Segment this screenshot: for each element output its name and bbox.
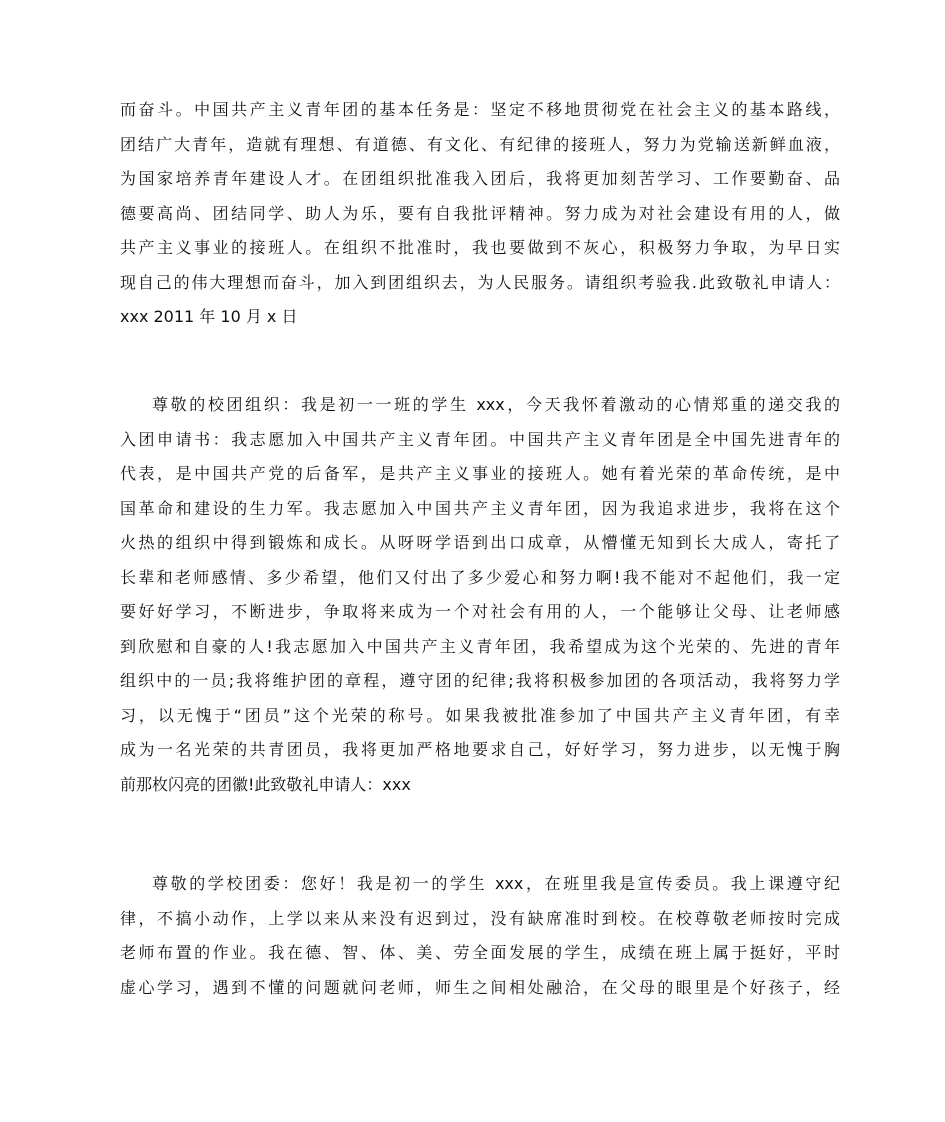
text-line: 前那枚闪亮的团徽!此致敬礼申请人：xxx <box>120 774 411 794</box>
text-line: 习，以无愧于“团员”这个光荣的称号。如果我被批准参加了中国共产主义青年团，有幸 <box>120 705 840 725</box>
text-line: 代表，是中国共产党的后备军，是共产主义事业的接班人。她有着光荣的革命传统，是中 <box>120 464 840 483</box>
text-line: 而奋斗。中国共产主义青年团的基本任务是：坚定不移地贯彻党在社会主义的基本路线， <box>120 100 840 119</box>
text-line: 尊敬的校团组织：我是初一一班的学生 xxx，今天我怀着激动的心情郑重的递交我的 <box>152 395 840 414</box>
paragraph-continued-application <box>120 93 840 335</box>
text-line: 虚心学习，遇到不懂的问题就问老师，师生之间相处融洽，在父母的眼里是个好孩子，经 <box>120 977 840 997</box>
text-line: 德要高尚、团结同学、助人为乐，要有自我批评精神。努力成为对社会建设有用的人，做 <box>120 203 840 223</box>
text-line: 长辈和老师感情、多少希望，他们又付出了多少爱心和努力啊!我不能对不起他们，我一定 <box>120 567 840 587</box>
text-line: 火热的组织中得到锻炼和成长。从呀呀学语到出口成章，从懵懂无知到长大成人，寄托了 <box>120 533 840 552</box>
text-line: 尊敬的学校团委：您好！我是初一的学生 xxx，在班里我是宣传委员。我上课遵守纪 <box>152 874 840 893</box>
text-line: 入团申请书：我志愿加入中国共产主义青年团。中国共产主义青年团是全中国先进青年的 <box>120 429 840 449</box>
text-line: 共产主义事业的接班人。在组织不批准时，我也要做到不灰心，积极努力争取，为早日实 <box>120 238 840 257</box>
paragraph-application-letter <box>120 388 840 802</box>
text-line: 律，不搞小动作，上学以来从来没有迟到过，没有缺席准时到校。在校尊敬老师按时完成 <box>120 908 840 928</box>
text-line: xxx 2011 年 10 月 x 日 <box>120 307 298 326</box>
paragraph-school-committee-letter <box>120 867 840 1005</box>
text-line: 为国家培养青年建设人才。在团组织批准我入团后，我将更加刻苦学习、工作要勤奋、品 <box>120 169 840 188</box>
text-line: 老师布置的作业。我在德、智、体、美、劳全面发展的学生，成绩在班上属于挺好，平时 <box>120 943 840 962</box>
text-line: 国革命和建设的生力军。我志愿加入中国共产主义青年团，因为我追求进步，我将在这个 <box>120 498 840 518</box>
text-line: 团结广大青年，造就有理想、有道德、有文化、有纪律的接班人，努力为党输送新鲜血液， <box>120 134 840 154</box>
text-line: 现自己的伟大理想而奋斗，加入到团组织去，为人民服务。请组织考验我.此致敬礼申请人： <box>120 272 840 292</box>
text-line: 到欣慰和自豪的人!我志愿加入中国共产主义青年团，我希望成为这个光荣的、先进的青年 <box>120 636 840 656</box>
text-line: 要好好学习，不断进步，争取将来成为一个对社会有用的人，一个能够让父母、让老师感 <box>120 602 840 621</box>
text-line: 组织中的一员;我将维护团的章程，遵守团的纪律;我将积极参加团的各项活动，我将努力学 <box>120 671 840 690</box>
text-line: 成为一名光荣的共青团员，我将更加严格地要求自己，好好学习，努力进步，以无愧于胸 <box>120 740 840 759</box>
